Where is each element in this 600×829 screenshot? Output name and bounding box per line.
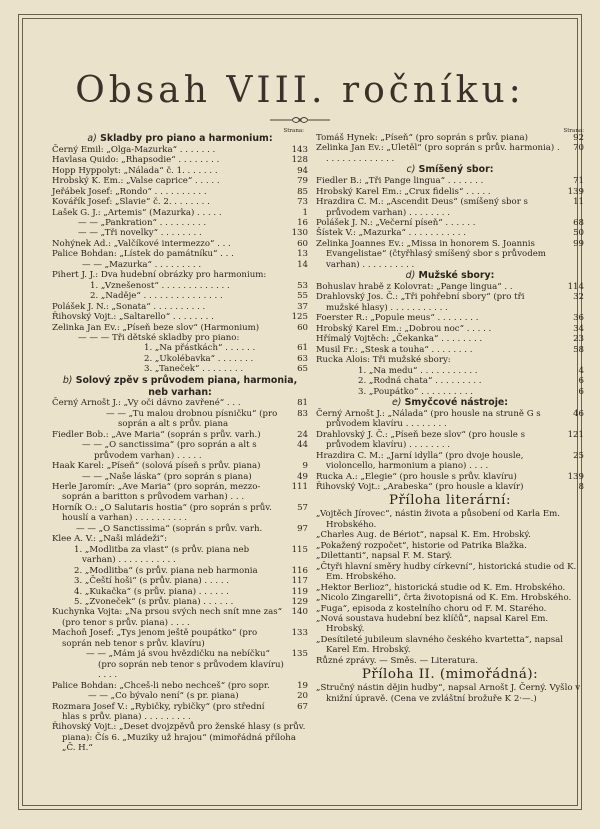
page-number: 115 bbox=[291, 544, 308, 555]
entry-text: Jeřábek Josef: „Rondo“ . . . . . . . . . . bbox=[52, 186, 207, 197]
page-number: 46 bbox=[573, 408, 584, 419]
entry-text: Herle Jaromír: „Ave Maria“ (pro soprán, mezzo-soprán a baritton s průvodem varhan) . . . bbox=[52, 481, 261, 503]
entry-text: Zelinka Jan Ev.: „Uletěl“ (pro soprán s prův. harmonia) . . . . . . . . . . . . . . bbox=[316, 143, 560, 164]
page-number: 14 bbox=[297, 259, 308, 270]
entry-text: Černý Arnošt J.: „Vy oči dávno zavřené“ . . . bbox=[52, 398, 241, 409]
page-number: 13 bbox=[297, 249, 308, 260]
page-number: 70 bbox=[573, 143, 584, 154]
toc-entry bbox=[52, 409, 308, 430]
supplement-heading: Příloha II. (mimořádná): bbox=[361, 667, 539, 683]
entry-text: 4. „Kukačka“ (s prův. piana) . . . . . . bbox=[74, 586, 229, 597]
toc-entry bbox=[316, 509, 584, 530]
left-column bbox=[52, 128, 308, 754]
entry-text: Fiedler Bob.: „Ave Maria“ (soprán s prův. varh.) bbox=[52, 429, 261, 440]
entry-text: — — „O Sanctissima“ (soprán s prův. varh. bbox=[76, 523, 263, 534]
entry-text: Černý Emil: „Olga-Mazurka“ . . . . . . . bbox=[52, 144, 216, 155]
toc-entry bbox=[52, 503, 308, 524]
page-number: 49 bbox=[297, 471, 308, 482]
page-number: 114 bbox=[567, 282, 584, 293]
entry-text: 3. „Čeští hoši“ (s prův. piana) . . . . . bbox=[74, 576, 230, 587]
entry-text: 1. „Modlitba za vlast“ (s prův. piana neb varhan) . . . . . . . . . . . bbox=[74, 544, 250, 566]
toc-entry bbox=[52, 208, 308, 218]
toc-entry bbox=[52, 281, 308, 291]
page-number: 6 bbox=[578, 376, 584, 387]
toc-entry bbox=[316, 187, 584, 197]
page-number: 71 bbox=[573, 176, 584, 187]
toc-entry bbox=[316, 472, 584, 482]
page-number: 117 bbox=[291, 576, 308, 587]
toc-entry bbox=[316, 334, 584, 344]
entry-text: 2. „Naděje“ . . . . . . . . . . . . . . . bbox=[90, 291, 223, 302]
toc-entry bbox=[52, 398, 308, 408]
toc-entry bbox=[52, 354, 308, 364]
page-number: 143 bbox=[291, 144, 308, 155]
page-number: 6 bbox=[578, 386, 584, 397]
page-number: 125 bbox=[291, 312, 308, 323]
toc-entry bbox=[52, 218, 308, 228]
page-number: 25 bbox=[573, 450, 584, 461]
entry-text: „Nicolo Zingarelli“, črta životopisná od K. Em. Hrobského. bbox=[316, 593, 572, 604]
page-number: 139 bbox=[567, 186, 584, 197]
entry-text: Lašek G. J.: „Artemis“ (Mazurka) . . . . . bbox=[52, 207, 222, 218]
entry-text: Hrazdira C. M.: „Ascendit Deus“ (smíšený sbor s průvodem varhan) . . . . . . . . bbox=[316, 197, 528, 218]
section-heading bbox=[52, 375, 308, 399]
page-number: 36 bbox=[573, 313, 584, 324]
toc-entry bbox=[316, 451, 584, 472]
page-number: 73 bbox=[297, 197, 308, 208]
toc-entry bbox=[316, 313, 584, 323]
toc-entry bbox=[52, 343, 308, 353]
entry-text: Nohýnek Ad.: „Valčíkové intermezzo“ . . . bbox=[52, 238, 231, 249]
entry-text: Hopp Hyppolyt: „Nálada“ č. 1. . . . . . . bbox=[52, 165, 218, 176]
toc-entry bbox=[316, 430, 584, 451]
toc-entry bbox=[52, 607, 308, 628]
toc-entry bbox=[52, 228, 308, 238]
toc-entry bbox=[316, 635, 584, 656]
toc-entry bbox=[52, 260, 308, 270]
toc-entry bbox=[316, 376, 584, 386]
toc-entry bbox=[52, 166, 308, 176]
toc-entry bbox=[316, 133, 584, 143]
toc-entry bbox=[52, 323, 308, 333]
entry-text: „Desítileté jubileum slavného českého kvartetta“, napsal Karel Em. Hrobský. bbox=[316, 634, 563, 656]
page-number: 81 bbox=[297, 398, 308, 409]
page-number: 128 bbox=[291, 155, 308, 166]
toc-entry bbox=[316, 562, 584, 583]
entry-text: Hrobský Karel Em.: „Dobrou noc“ . . . . . bbox=[316, 323, 492, 334]
toc-entry bbox=[316, 239, 584, 270]
entry-text: 5. „Zvoneček“ (s prův. piana) . . . . . . bbox=[74, 596, 234, 607]
toc-entry bbox=[52, 524, 308, 534]
toc-entry bbox=[316, 228, 584, 238]
entry-text: Drahlovský Jos. Č.: „Tři pohřební sbory“ (pro tři mužské hlasy) . . . . . . . . . . . bbox=[316, 292, 525, 313]
entry-text: Různé zprávy. — Směs. — Literatura. bbox=[316, 655, 479, 666]
toc-entry bbox=[52, 681, 308, 691]
right-column bbox=[316, 128, 584, 704]
entry-text: Polášek J. N.: „Sonata“ . . . . . . . . . . bbox=[52, 301, 206, 312]
entry-text: Tomáš Hynek: „Píseň“ (pro soprán s prův. piana) bbox=[316, 133, 529, 143]
entry-text: Hrazdira C. M.: „Jarní idylla“ (pro dvoje housle, violoncello, harmonium a piano) . . . . bbox=[316, 450, 524, 472]
entry-text: „Dilettanti“, napsal F. M. Starý. bbox=[316, 551, 453, 562]
page-number: 67 bbox=[297, 701, 308, 712]
page-number: 16 bbox=[297, 217, 308, 228]
toc-entry bbox=[316, 604, 584, 614]
section-letter: e) bbox=[391, 397, 402, 409]
page-number: 11 bbox=[573, 197, 584, 208]
page-number: 68 bbox=[573, 217, 584, 228]
entry-text: Rucka A.: „Elegie“ (pro housle s prův. klavíru) bbox=[316, 471, 517, 482]
toc-entry bbox=[316, 482, 584, 492]
entry-text: 1. „Vznešenost“ . . . . . . . . . . . . . bbox=[90, 280, 230, 291]
entry-text: Palice Bohdan: „Lístek do památníku“ . . . bbox=[52, 249, 234, 260]
page-number: 121 bbox=[567, 429, 584, 440]
page-number: 111 bbox=[291, 481, 308, 492]
toc-entry bbox=[316, 218, 584, 228]
entry-text: Kuchynka Vojta: „Na prsou svých nech snít mne zas“ (pro tenor s prův. piana) . . . . bbox=[52, 607, 283, 628]
toc-entry bbox=[52, 691, 308, 701]
entry-text: 1. „Na přástkách“ . . . . . . bbox=[144, 343, 256, 354]
entry-text: Kovářík Josef: „Slavie“ č. 2. . . . . . . . bbox=[52, 197, 210, 208]
entry-text: — — „Pankration“ . . . . . . . . . bbox=[78, 217, 207, 228]
toc-entry bbox=[316, 176, 584, 186]
toc-entry bbox=[316, 614, 584, 635]
toc-entry bbox=[316, 583, 584, 593]
toc-entry bbox=[316, 387, 584, 397]
page-number: 44 bbox=[297, 440, 308, 451]
toc-entry bbox=[52, 364, 308, 374]
page-number: 94 bbox=[297, 165, 308, 176]
page-number: 92 bbox=[573, 133, 584, 143]
entry-text: „Charles Aug. de Bériot“, napsal K. Em. Hrobský. bbox=[316, 530, 531, 541]
page-number: 140 bbox=[291, 607, 308, 618]
section-heading bbox=[52, 133, 308, 145]
toc-entry bbox=[316, 551, 584, 561]
section-title: Smíšený sbor: bbox=[418, 164, 494, 176]
entry-text: — — „Tři novelky“ . . . . . . . . bbox=[78, 228, 202, 239]
section-heading bbox=[316, 164, 584, 176]
toc-entry bbox=[52, 597, 308, 607]
toc-entry bbox=[52, 702, 308, 723]
toc-entry bbox=[52, 270, 308, 280]
entry-text: — — „Mám já svou hvězdičku na nebíčku“ (pro soprán neb tenor s průvodem klavíru) . . . . bbox=[86, 649, 284, 681]
toc-entry bbox=[52, 333, 308, 343]
page-number: 34 bbox=[573, 323, 584, 334]
toc-entry bbox=[316, 143, 584, 164]
section-title: Skladby pro piano a harmonium: bbox=[100, 133, 273, 144]
page-number: 133 bbox=[291, 628, 308, 639]
supplement-heading: Příloha literární: bbox=[389, 493, 511, 509]
entry-text: 2. „Modlitba“ (s prův. piana neb harmonia bbox=[74, 565, 258, 576]
entry-text: — — „Tu malou drobnou písničku“ (pro soprán a alt s prův. piana bbox=[106, 408, 278, 430]
entry-text: — — „O sanctissima“ (pro soprán a alt s průvodem varhan) . . . . . bbox=[82, 440, 257, 461]
toc-entry bbox=[52, 472, 308, 482]
entry-text: Hrobský K. Em.: „Valse caprice“ . . . . . bbox=[52, 176, 220, 187]
entry-text: Řihovský Vojt.: „Arabeska“ (pro housle a klavír) bbox=[316, 481, 524, 492]
entry-text: — — „Mazurka“ . . . . . . . . . bbox=[82, 259, 202, 270]
page-number: 8 bbox=[578, 481, 584, 492]
entry-text: Zelinka Joannes Ev.: „Missa in honorem S. Joannis Evangelistae“ (čtyřhlasý smíšený sbor s průvodem varhan) . . . . . . . . . . bbox=[316, 238, 546, 270]
page-number: 135 bbox=[291, 649, 308, 660]
toc-entry bbox=[52, 197, 308, 207]
entry-text: 3. „Taneček“ . . . . . . . . bbox=[144, 364, 244, 375]
toc-entry bbox=[52, 155, 308, 165]
toc-entry bbox=[52, 722, 308, 753]
entry-text: 2. „Rodná chata“ . . . . . . . . . bbox=[358, 376, 482, 387]
entry-text: Havlasa Quido: „Rhapsodie“ . . . . . . . . bbox=[52, 155, 220, 166]
toc-entry bbox=[52, 145, 308, 155]
toc-entry bbox=[316, 324, 584, 334]
toc-entry bbox=[52, 576, 308, 586]
page-number: 53 bbox=[297, 280, 308, 291]
page-number: 116 bbox=[291, 565, 308, 576]
page-number: 61 bbox=[297, 343, 308, 354]
page-number: 50 bbox=[573, 228, 584, 239]
page-number: 79 bbox=[297, 176, 308, 187]
entry-text: Bohuslav hrabě z Kolovrat: „Pange lingua“ . . bbox=[316, 282, 513, 293]
entry-text: Řihovský Vojt.: „Deset dvojzpěvů pro ženské hlasy (s prův. piana): Čís 6. „Muziky už hrajou“ (mimořádná příloha „Č. H.“ bbox=[52, 722, 306, 754]
page-number: 65 bbox=[297, 364, 308, 375]
entry-text: Rozmara Josef V.: „Rybičky, rybičky“ (pro střední hlas s prův. piana) . . . . . . . . . bbox=[52, 701, 265, 722]
toc-entry bbox=[316, 656, 584, 666]
page-number: 1 bbox=[302, 207, 308, 218]
entry-text: „Fuga“, episoda z kostelního choru od F. M. Starého. bbox=[316, 603, 547, 614]
entry-text: „Čtyři hlavní směry hudby církevní“, historická studie od K. Em. Hrobského. bbox=[316, 561, 577, 583]
entry-text: Machoň Josef: „Tys jenom ještě poupátko“ (pro soprán neb tenor s prův. klavíru) bbox=[52, 628, 258, 649]
section-letter: a) bbox=[87, 133, 97, 144]
page-number: 57 bbox=[297, 502, 308, 513]
page-number-header: Strana: bbox=[563, 128, 584, 134]
toc-entry bbox=[316, 197, 584, 218]
page-number: 4 bbox=[578, 365, 584, 376]
page-number: 60 bbox=[297, 238, 308, 249]
page-number: 97 bbox=[297, 523, 308, 534]
page-number: 85 bbox=[297, 186, 308, 197]
entry-text: 2. „Ukolébavka“ . . . . . . . bbox=[144, 353, 254, 364]
section-letter: d) bbox=[405, 270, 416, 282]
section-letter: c) bbox=[406, 164, 416, 176]
entry-text: Musil Fr.: „Stesk a touha“ . . . . . . . . bbox=[316, 344, 473, 355]
entry-text: Foerster R.: „Popule meus“ . . . . . . . . bbox=[316, 313, 479, 324]
toc-entry bbox=[316, 345, 584, 355]
toc-entry bbox=[52, 291, 308, 301]
toc-entry bbox=[52, 302, 308, 312]
entry-text: Pihert J. J.: Dva hudební obrázky pro harmonium: bbox=[52, 270, 267, 281]
page-title: Obsah VIII. ročníku: bbox=[75, 70, 525, 111]
entry-text: Drahlovský J. Č.: „Píseň beze slov“ (pro housle s průvodem klavíru) . . . . . . . . bbox=[316, 429, 525, 451]
page-number: 60 bbox=[297, 322, 308, 333]
entry-text: Haak Karel: „Píseň“ (solová píseň s prův. piana) bbox=[52, 461, 261, 472]
entry-text: Hrobský Karel Em.: „Crux fidelis“ . . . . . bbox=[316, 186, 491, 197]
entry-text: „Vojtěch Jírovec“, nástin života a působení od Karla Em. Hrobského. bbox=[316, 509, 560, 530]
page-number: 139 bbox=[567, 471, 584, 482]
section-title: Solový zpěv s průvodem piana, harmonia, neb varhan: bbox=[75, 374, 298, 398]
entry-text: 1. „Na medu“ . . . . . . . . . . . bbox=[358, 365, 478, 376]
entry-text: — — „Naše láska“ (pro soprán s piana) bbox=[82, 471, 252, 482]
entry-text: Šístek V.: „Mazurka“ . . . . . . . . . . . bbox=[316, 228, 466, 239]
entry-text: Polášek J. N.: „Večerní píseň“ . . . . . . bbox=[316, 217, 476, 228]
page-number: 24 bbox=[297, 429, 308, 440]
toc-entry bbox=[316, 541, 584, 551]
toc-entry bbox=[52, 649, 308, 680]
page-number: 119 bbox=[291, 586, 308, 597]
toc-entry bbox=[52, 534, 308, 544]
entry-text: Palice Bohdan: „Chceš-li nebo nechceš“ (pro sopr. bbox=[52, 680, 270, 691]
page-number: 32 bbox=[573, 292, 584, 303]
toc-entry bbox=[316, 683, 584, 704]
toc-entry bbox=[52, 187, 308, 197]
toc-entry bbox=[52, 566, 308, 576]
entry-text: 3. „Poupátko“ . . . . . . . . . . bbox=[358, 386, 474, 397]
toc-entry bbox=[52, 176, 308, 186]
toc-entry bbox=[316, 355, 584, 365]
entry-text: — — „Co bývalo není“ (s pr. piana) bbox=[88, 691, 239, 702]
toc-entry bbox=[52, 312, 308, 322]
toc-entry bbox=[52, 239, 308, 249]
entry-text: Rucka Alois: Tři mužské sbory: bbox=[316, 355, 451, 366]
toc-entry bbox=[52, 430, 308, 440]
page-number: 19 bbox=[297, 680, 308, 691]
entry-text: Řihovský Vojt.: „Saltarello“ . . . . . . . . bbox=[52, 312, 214, 323]
page-number: 55 bbox=[297, 291, 308, 302]
toc-entry bbox=[52, 461, 308, 471]
toc-entry bbox=[316, 409, 584, 430]
entry-text: „Nová soustava hudební bez klíčů“, napsal Karel Em. Hrobský. bbox=[316, 613, 549, 635]
page-number: 9 bbox=[302, 461, 308, 472]
section-heading bbox=[316, 397, 584, 409]
page-number: 83 bbox=[297, 408, 308, 419]
toc-entry bbox=[52, 440, 308, 461]
entry-text: Klee A. V.: „Naši mládeži“: bbox=[52, 534, 167, 545]
ornament-icon bbox=[268, 114, 332, 126]
entry-text: „Pokažený rozpočet“, historie od Patrika Blažka. bbox=[316, 540, 527, 551]
page-number-header: Strana: bbox=[283, 128, 304, 134]
entry-text: Hřímalý Vojtěch: „Čekanka“ . . . . . . . . bbox=[316, 334, 483, 345]
entry-text: Zelinka Jan Ev.: „Píseň beze slov“ (Harmonium) bbox=[52, 322, 260, 333]
toc-entry bbox=[316, 593, 584, 603]
entry-text: Fiedler B.: „Tři Pange lingua“ . . . . . . . bbox=[316, 176, 484, 187]
page-number: 23 bbox=[573, 334, 584, 345]
toc-entry bbox=[316, 530, 584, 540]
entry-text: Černý Arnošt J.: „Nálada“ (pro housle na struně G s průvodem klavíru . . . . . . . . bbox=[316, 408, 541, 430]
section-title: Smyčcové nástroje: bbox=[404, 397, 509, 409]
entry-text: Horník O.: „O Salutaris hostia“ (pro soprán s prův. houslí a varhan) . . . . . . . . . . bbox=[52, 502, 272, 524]
section-title: Mužské sbory: bbox=[418, 270, 495, 282]
toc-entry bbox=[52, 545, 308, 566]
page-number: 37 bbox=[297, 301, 308, 312]
page-number: 58 bbox=[573, 344, 584, 355]
toc-entry bbox=[52, 587, 308, 597]
entry-text: „Stručný nástin dějin hudby“, napsal Arnošt J. Černý. Vyšlo v knižní úpravě. (Cena ve zvláštní brožuře K 2·—.) bbox=[316, 683, 581, 704]
page-number: 20 bbox=[297, 691, 308, 702]
page-number: 129 bbox=[291, 596, 308, 607]
section-heading bbox=[316, 270, 584, 282]
page-number: 63 bbox=[297, 353, 308, 364]
page-number: 130 bbox=[291, 228, 308, 239]
page-number: 99 bbox=[573, 238, 584, 249]
toc-entry bbox=[316, 282, 584, 292]
toc-entry bbox=[316, 292, 584, 313]
entry-text: — — — Tři dětské skladby pro piano: bbox=[78, 332, 240, 343]
toc-entry bbox=[316, 366, 584, 376]
toc-entry bbox=[52, 628, 308, 649]
section-letter: b) bbox=[62, 374, 73, 386]
toc-entry bbox=[52, 249, 308, 259]
entry-text: „Hektor Berlioz“, historická studie od K. Em. Hrobského. bbox=[316, 582, 566, 593]
toc-entry bbox=[52, 482, 308, 503]
